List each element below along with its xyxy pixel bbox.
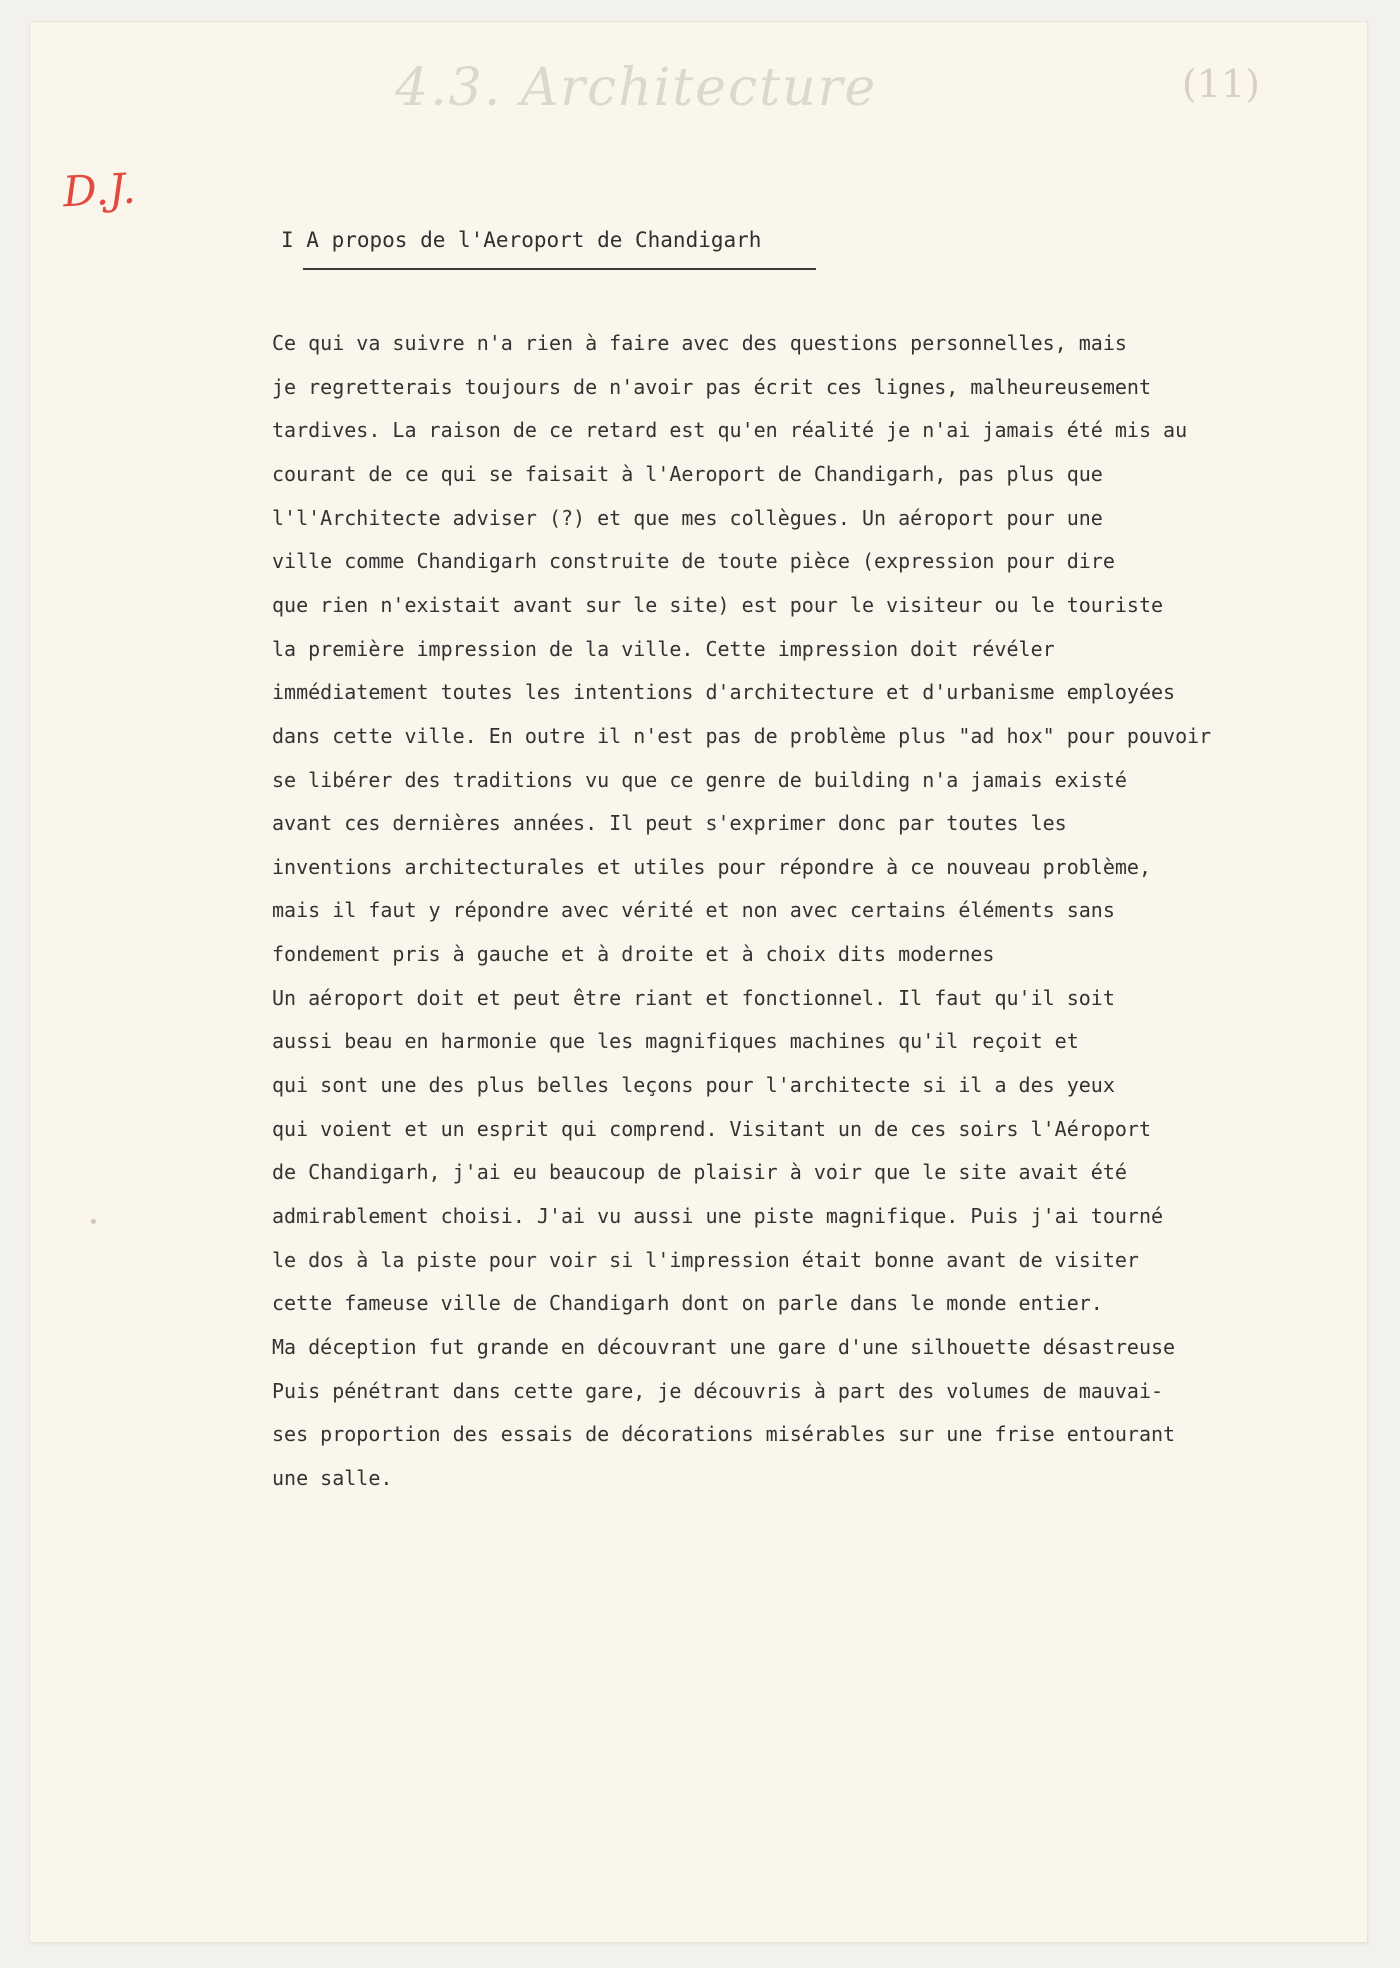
body-line: inventions architecturales et utiles pour répondre à ce nouveau problème, xyxy=(272,854,1151,879)
body-line: qui sont une des plus belles leçons pour l'architecte si il a des yeux xyxy=(272,1073,1115,1098)
body-line: je regretterais toujours de n'avoir pas écrit ces lignes, malheureusement xyxy=(272,374,1151,399)
body-line: Puis pénétrant dans cette gare, je découvris à part des volumes de mauvai- xyxy=(272,1378,1164,1403)
body-line: fondement pris à gauche et à droite et à choix dits modernes xyxy=(272,942,995,967)
pencil-heading-annotation: 4.3. Architecture xyxy=(395,58,878,118)
red-initials-annotation: D.J. xyxy=(61,163,137,217)
title-underline xyxy=(303,268,816,270)
body-line: ses proportion des essais de décorations misérables sur une frise entourant xyxy=(272,1422,1176,1447)
body-line: aussi beau en harmonie que les magnifiques machines qu'il reçoit et xyxy=(272,1029,1079,1054)
body-line: tardives. La raison de ce retard est qu'en réalité je n'ai jamais été mis au xyxy=(272,418,1188,443)
body-line: courant de ce qui se faisait à l'Aeroport de Chandigarh, pas plus que xyxy=(272,461,1103,486)
body-line: une salle. xyxy=(272,1465,393,1490)
body-line: immédiatement toutes les intentions d'architecture et d'urbanisme employées xyxy=(272,680,1176,705)
body-line: Ma déception fut grande en découvrant une gare d'une silhouette désastreuse xyxy=(272,1334,1176,1359)
body-line: que rien n'existait avant sur le site) est pour le visiteur ou le touriste xyxy=(272,592,1164,617)
body-line: ville comme Chandigarh construite de toute pièce (expression pour dire xyxy=(272,549,1115,574)
paper-mark xyxy=(91,1219,96,1224)
body-line: se libérer des traditions vu que ce genre de building n'a jamais existé xyxy=(272,767,1127,792)
body-line: Un aéroport doit et peut être riant et fonctionnel. Il faut qu'il soit xyxy=(272,985,1115,1010)
body-line: cette fameuse ville de Chandigarh dont on parle dans le monde entier. xyxy=(272,1291,1103,1316)
body-line: avant ces dernières années. Il peut s'exprimer donc par toutes les xyxy=(272,811,1067,836)
pencil-page-number: (11) xyxy=(1182,62,1261,106)
document-title: I A propos de l'Aeroport de Chandigarh xyxy=(281,228,762,252)
body-line: mais il faut y répondre avec vérité et non avec certains éléments sans xyxy=(272,898,1115,923)
body-line: Ce qui va suivre n'a rien à faire avec des questions personnelles, mais xyxy=(272,331,1127,355)
body-line: dans cette ville. En outre il n'est pas de problème plus "ad hox" pour pouvoir xyxy=(272,723,1212,748)
body-line: admirablement choisi. J'ai vu aussi une piste magnifique. Puis j'ai tourné xyxy=(272,1204,1164,1228)
body-line: le dos à la piste pour voir si l'impression était bonne avant de visiter xyxy=(272,1247,1139,1272)
body-line: qui voient et un esprit qui comprend. Visitant un de ces soirs l'Aéroport xyxy=(272,1116,1151,1141)
body-line: l'l'Architecte adviser (?) et que mes collègues. Un aéroport pour une xyxy=(272,505,1103,530)
body-line: de Chandigarh, j'ai eu beaucoup de plaisir à voir que le site avait été xyxy=(272,1160,1127,1185)
document-page xyxy=(30,22,1367,1942)
body-line: la première impression de la ville. Cette impression doit révéler xyxy=(272,636,1055,661)
